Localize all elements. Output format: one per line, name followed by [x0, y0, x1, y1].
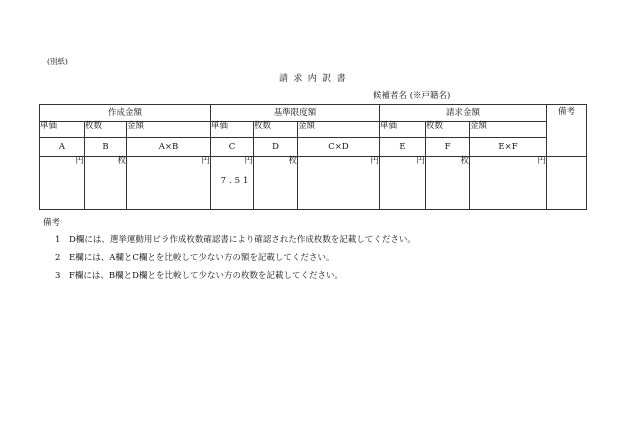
note-text: D欄には、選挙運動用ビラ作成枚数確認書により確認された作成枚数を記載してください。 [69, 235, 416, 245]
attachment-note: (別紙) [47, 57, 68, 66]
note-item-1 [55, 233, 416, 245]
value-cell-cd[interactable] [298, 156, 380, 209]
note-number: 1 [55, 235, 61, 245]
label-unit-price-a: 単価 [40, 121, 85, 138]
symbol-ab: A×B [127, 138, 211, 157]
note-number: 2 [55, 253, 61, 263]
document-title: 請求内訳書 [278, 74, 351, 84]
unit-sheets: 枚 [288, 155, 297, 166]
label-amount-ef: 金額 [470, 121, 547, 138]
label-row [40, 121, 587, 138]
value-cell-remarks[interactable] [547, 156, 587, 209]
label-unit-price-c: 単価 [211, 121, 254, 138]
notes-title: 備考 [43, 218, 61, 228]
group-header-row [40, 105, 587, 122]
label-amount-cd: 金額 [298, 121, 380, 138]
unit-price-c-value: 7.51 [220, 176, 252, 187]
value-cell-ef[interactable] [470, 156, 547, 209]
unit-yen: 円 [244, 155, 253, 166]
label-count-f: 枚数 [426, 121, 470, 138]
value-cell-d[interactable] [254, 156, 298, 209]
group-header-creation: 作成金額 [40, 105, 211, 122]
unit-yen: 円 [416, 155, 426, 166]
unit-yen: 円 [537, 155, 547, 166]
value-cell-a[interactable] [40, 156, 85, 209]
label-amount-ab: 金額 [127, 121, 211, 138]
label-count-d: 枚数 [254, 121, 298, 138]
symbol-d: D [254, 138, 298, 157]
label-unit-price-e: 単価 [380, 121, 426, 138]
symbol-e: E [380, 138, 426, 157]
symbol-row [40, 138, 587, 157]
symbol-cd: C×D [298, 138, 380, 157]
unit-sheets: 枚 [117, 155, 126, 166]
unit-sheets: 枚 [460, 155, 470, 166]
note-item-2 [55, 251, 334, 263]
note-text: E欄には、A欄とC欄とを比較して少ない方の額を記載してください。 [69, 253, 335, 263]
symbol-c: C [211, 138, 254, 157]
unit-yen: 円 [75, 155, 84, 166]
unit-yen: 円 [201, 155, 210, 166]
symbol-f: F [426, 138, 470, 157]
note-item-3 [55, 269, 343, 281]
value-cell-b[interactable] [85, 156, 127, 209]
group-header-claim: 請求金額 [380, 105, 547, 122]
breakdown-table [39, 104, 587, 210]
value-cell-e[interactable] [380, 156, 426, 209]
value-cell-c[interactable] [211, 156, 254, 209]
symbol-b: B [85, 138, 127, 157]
symbol-a: A [40, 138, 85, 157]
symbol-ef: E×F [470, 138, 547, 157]
unit-yen: 円 [370, 155, 380, 166]
group-header-remarks: 備考 [547, 105, 587, 157]
value-row [40, 156, 587, 209]
value-cell-f[interactable] [426, 156, 470, 209]
label-count-b: 枚数 [85, 121, 127, 138]
candidate-name-label: 候補者名 (※戸籍名) [373, 91, 451, 101]
value-cell-ab[interactable] [127, 156, 211, 209]
note-number: 3 [55, 271, 61, 281]
group-header-limit: 基準限度額 [211, 105, 380, 122]
note-text: F欄には、B欄とD欄とを比較して少ない方の枚数を記載してください。 [69, 271, 343, 281]
